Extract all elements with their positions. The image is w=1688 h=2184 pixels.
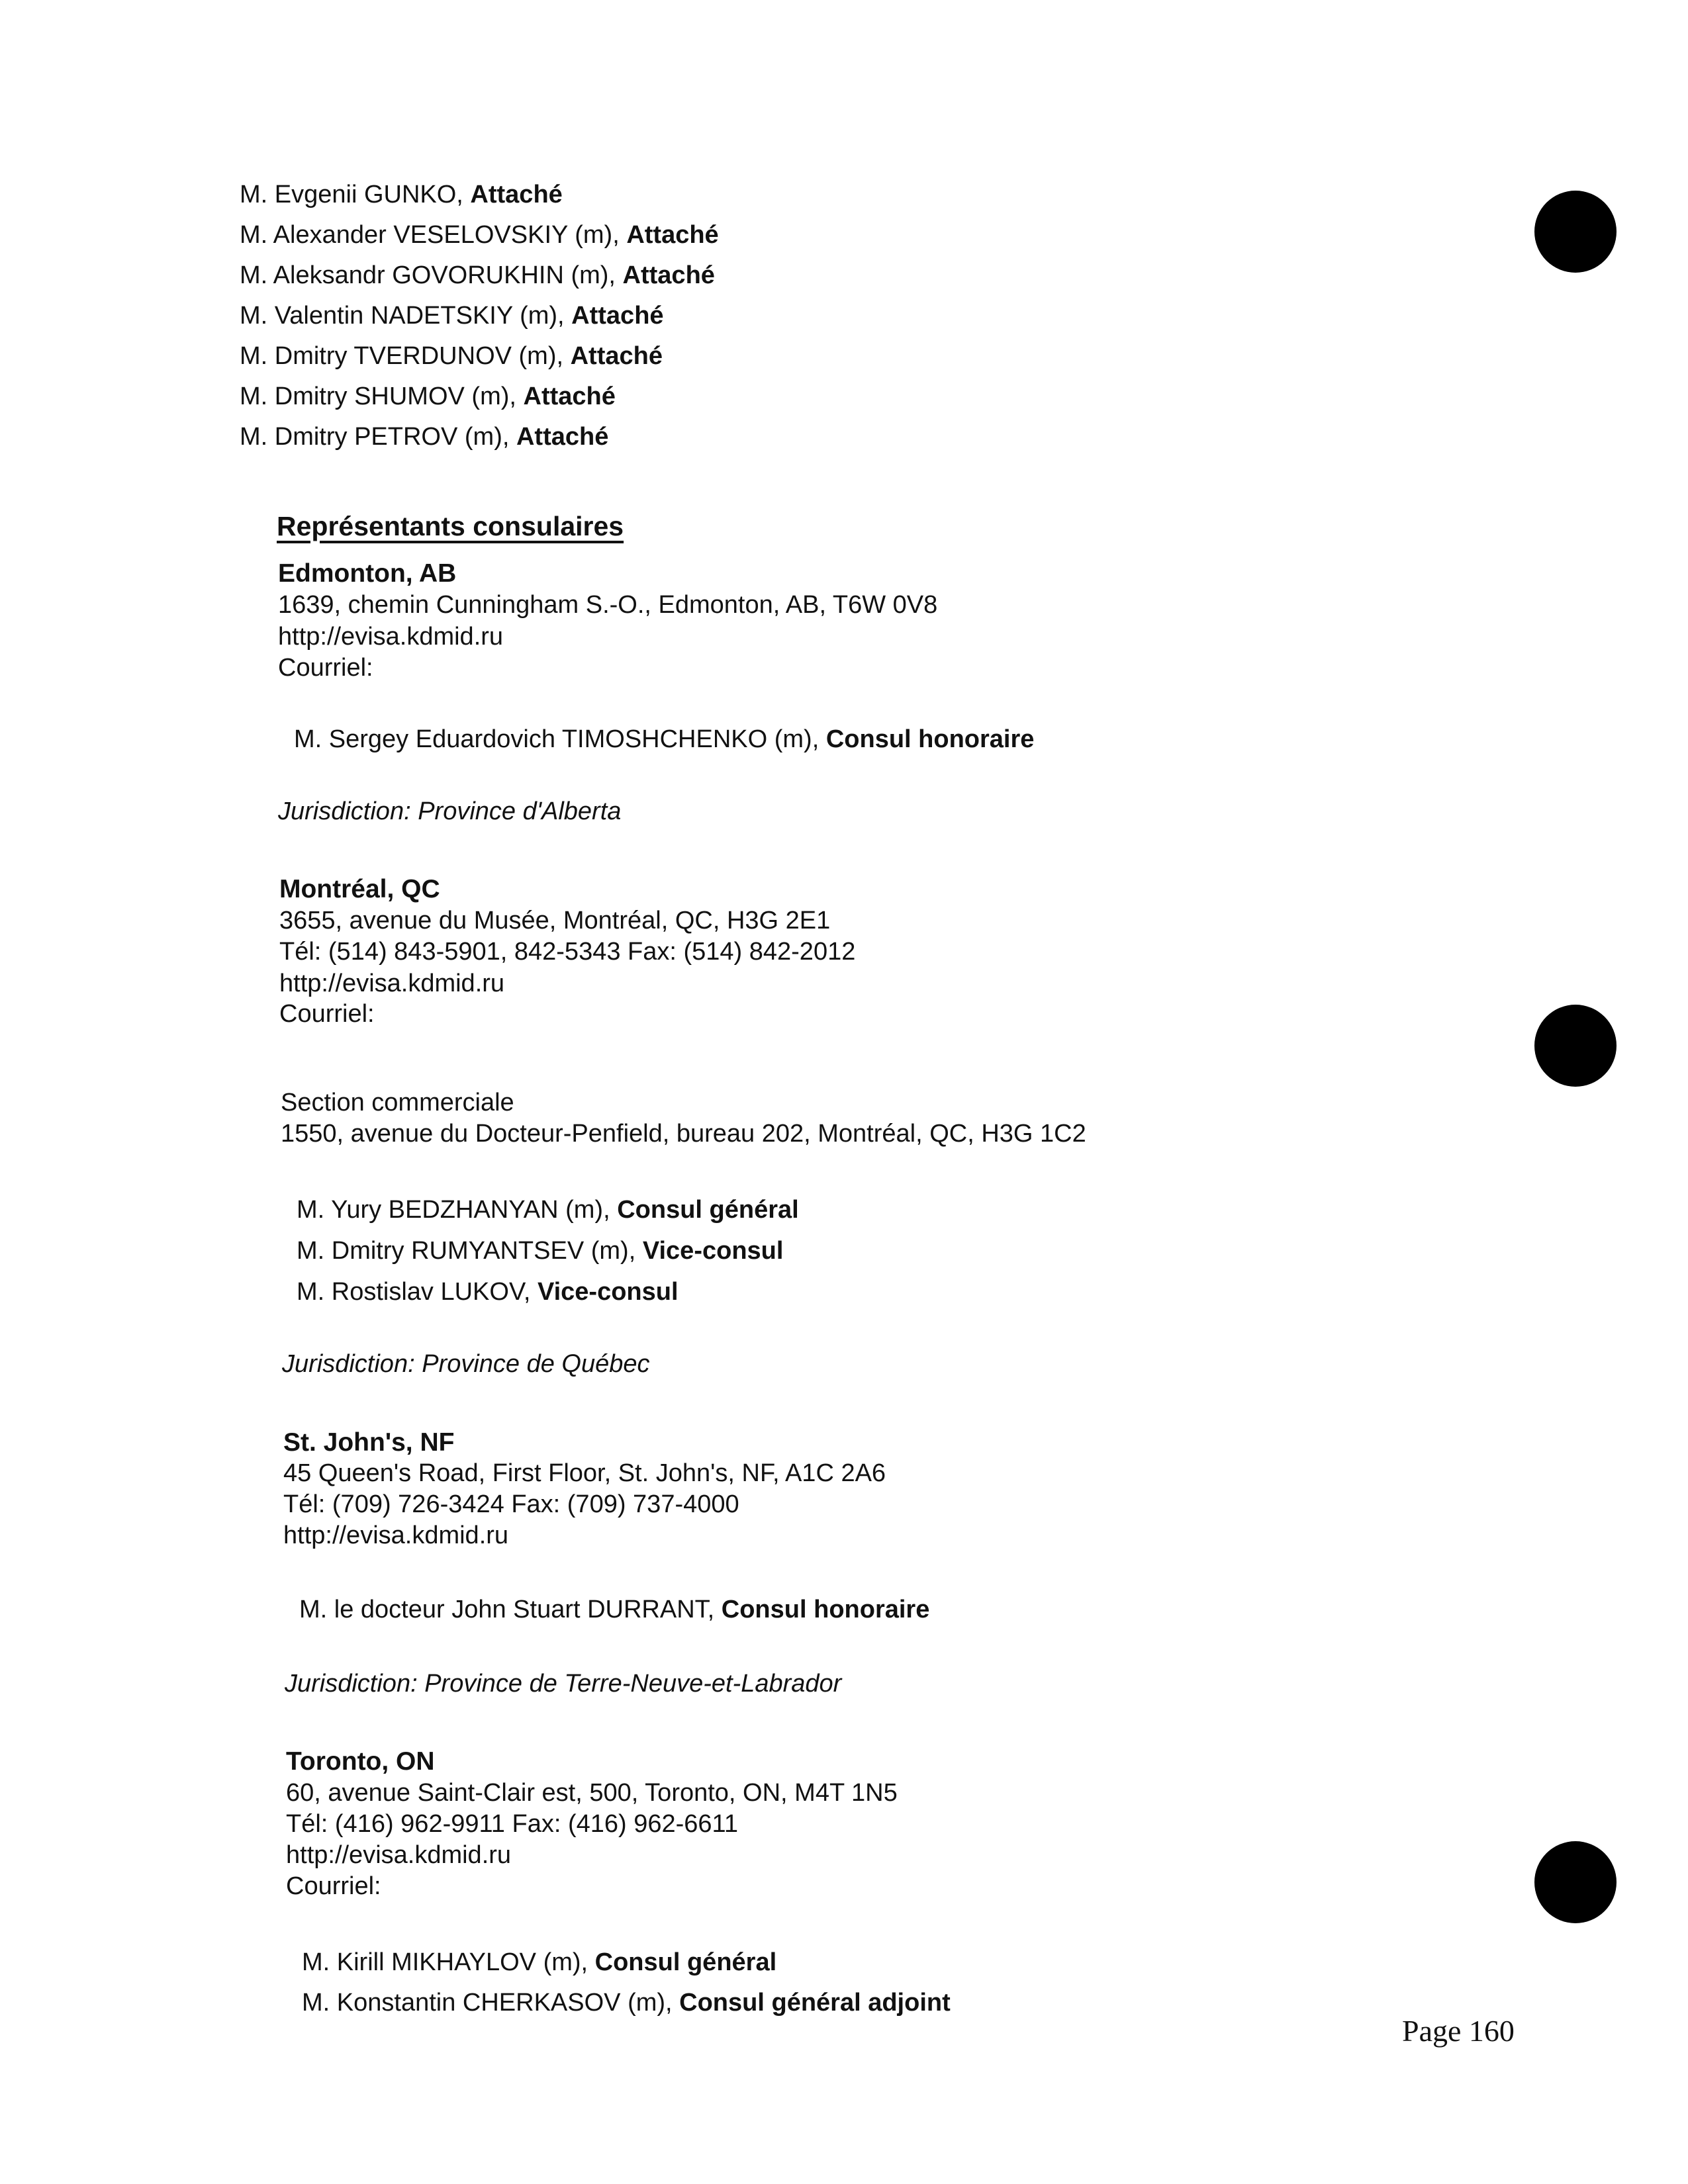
- office-address: 3655, avenue du Musée, Montréal, QC, H3G 2E1: [279, 907, 831, 934]
- attache-line: M. Aleksandr GOVORUKHIN (m), Attaché: [240, 261, 715, 289]
- consul-line: M. Rostislav LUKOV, Vice-consul: [297, 1278, 679, 1306]
- consul-line: M. le docteur John Stuart DURRANT, Consul honoraire: [299, 1596, 930, 1623]
- attache-line: M. Dmitry PETROV (m), Attaché: [240, 423, 609, 451]
- jurisdiction-line: Jurisdiction: Province de Terre-Neuve-et-Labrador: [285, 1670, 842, 1698]
- consul-line: M. Konstantin CHERKASOV (m), Consul général adjoint: [302, 1989, 951, 2017]
- consul-line: M. Dmitry RUMYANTSEV (m), Vice-consul: [297, 1237, 784, 1265]
- office-email-label: Courriel:: [279, 1000, 375, 1028]
- punch-hole: [1534, 1005, 1617, 1087]
- office-address: 45 Queen's Road, First Floor, St. John's, NF, A1C 2A6: [283, 1459, 886, 1487]
- office-website: http://evisa.kdmid.ru: [279, 970, 505, 997]
- page-number: Page 160: [1402, 2014, 1515, 2048]
- consul-line: M. Sergey Eduardovich TIMOSHCHENKO (m), Consul honoraire: [294, 725, 1035, 753]
- jurisdiction-line: Jurisdiction: Province d'Alberta: [278, 797, 622, 825]
- office-email-label: Courriel:: [286, 1872, 381, 1900]
- attache-line: M. Dmitry SHUMOV (m), Attaché: [240, 383, 616, 410]
- office-website: http://evisa.kdmid.ru: [278, 623, 504, 651]
- office-phone: Tél: (709) 726-3424 Fax: (709) 737-4000: [283, 1490, 739, 1518]
- office-city-montreal: Montréal, QC: [279, 875, 440, 903]
- office-city-stjohns: St. John's, NF: [283, 1428, 455, 1457]
- office-phone: Tél: (514) 843-5901, 842-5343 Fax: (514) 842-2012: [279, 938, 856, 966]
- office-city-edmonton: Edmonton, AB: [278, 559, 457, 588]
- attache-line: M. Valentin NADETSKIY (m), Attaché: [240, 302, 664, 330]
- office-website: http://evisa.kdmid.ru: [283, 1522, 509, 1549]
- commercial-section-label: Section commerciale: [281, 1089, 514, 1116]
- office-website: http://evisa.kdmid.ru: [286, 1841, 512, 1869]
- punch-hole: [1534, 191, 1617, 273]
- office-address: 60, avenue Saint-Clair est, 500, Toronto, ON, M4T 1N5: [286, 1779, 898, 1807]
- section-heading: Représentants consulaires: [277, 511, 624, 541]
- attache-line: M. Evgenii GUNKO, Attaché: [240, 181, 563, 208]
- consul-line: M. Kirill MIKHAYLOV (m), Consul général: [302, 1948, 777, 1976]
- consul-line: M. Yury BEDZHANYAN (m), Consul général: [297, 1196, 799, 1224]
- punch-hole: [1534, 1841, 1617, 1923]
- commercial-section-address: 1550, avenue du Docteur-Penfield, bureau 202, Montréal, QC, H3G 1C2: [281, 1120, 1086, 1148]
- office-phone: Tél: (416) 962-9911 Fax: (416) 962-6611: [286, 1810, 738, 1838]
- office-email-label: Courriel:: [278, 654, 373, 682]
- office-city-toronto: Toronto, ON: [286, 1747, 435, 1776]
- office-address: 1639, chemin Cunningham S.-O., Edmonton, AB, T6W 0V8: [278, 591, 938, 619]
- attache-line: M. Alexander VESELOVSKIY (m), Attaché: [240, 221, 719, 249]
- jurisdiction-line: Jurisdiction: Province de Québec: [282, 1350, 650, 1378]
- attache-line: M. Dmitry TVERDUNOV (m), Attaché: [240, 342, 663, 370]
